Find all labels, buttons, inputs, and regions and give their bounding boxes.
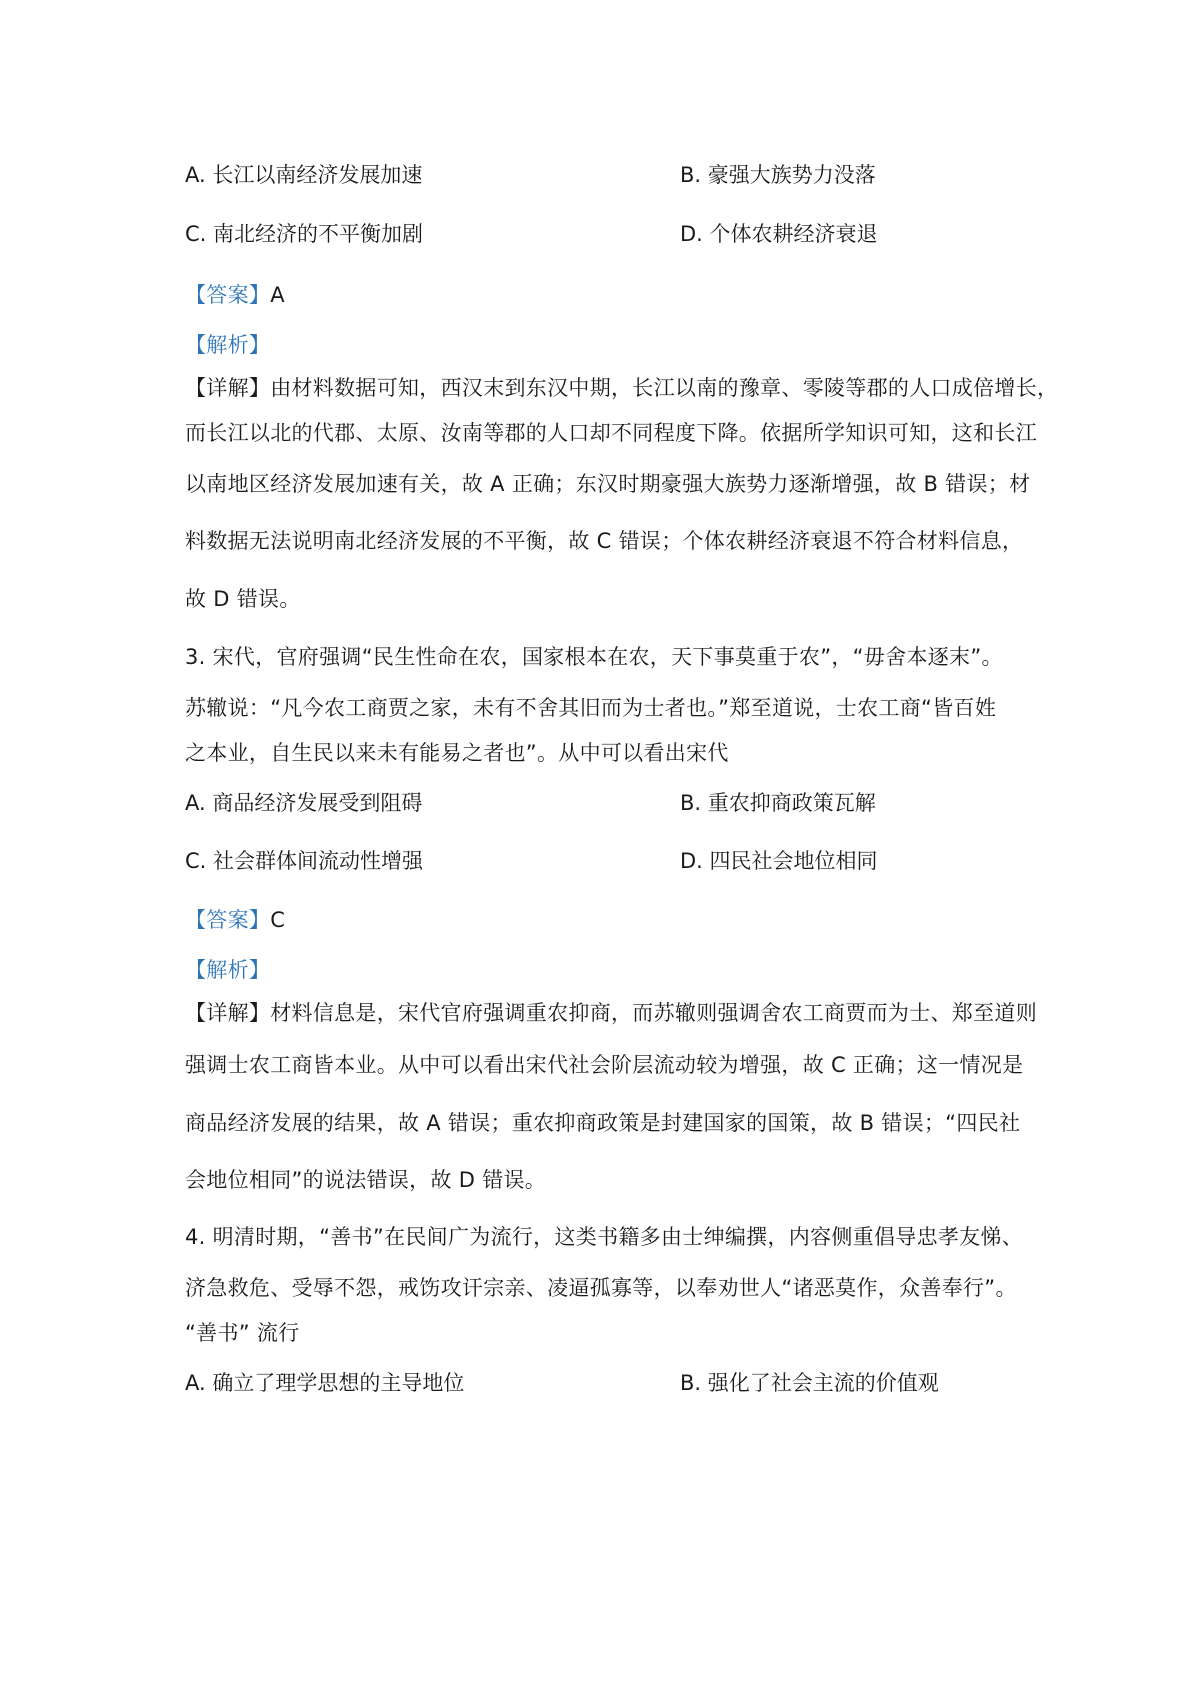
q3-detail-line-1: 【详解】材料信息是，宋代官府强调重农抑商，而苏辙则强调舍农工商贾而为士、郑至道则 bbox=[185, 1001, 1037, 1025]
detail-tag: 【详解】 bbox=[185, 376, 271, 400]
q2-answer bbox=[185, 280, 1025, 310]
q2-detail-line-2: 而长江以北的代郡、太原、汝南等郡的人口却不同程度下降。依据所学知识可知，这和长江 bbox=[185, 421, 1037, 445]
q3-detail-line-2: 强调士农工商皆本业。从中可以看出宋代社会阶层流动较为增强，故 C 正确；这一情况是 bbox=[185, 1053, 1024, 1077]
q3-detail-line-3: 商品经济发展的结果，故 A 错误；重农抑商政策是封建国家的国策，故 B 错误；“四民社 bbox=[185, 1111, 1021, 1135]
q2-option-d[interactable]: D. 个体农耕经济衰退 bbox=[680, 222, 878, 246]
q2-option-b[interactable]: B. 豪强大族势力没落 bbox=[680, 163, 876, 187]
q3-stem-line-2: 苏辙说：“凡今农工商贾之家，未有不舍其旧而为士者也。”郑至道说，士农工商“皆百姓 bbox=[185, 696, 997, 720]
q2-detail-line-3: 以南地区经济发展加速有关，故 A 正确；东汉时期豪强大族势力逐渐增强，故 B 错误；材 bbox=[185, 472, 1031, 496]
q2-option-a[interactable]: A. 长江以南经济发展加速 bbox=[185, 163, 423, 187]
q3-option-d[interactable]: D. 四民社会地位相同 bbox=[680, 849, 878, 873]
q4-stem-line-2: 济急救危、受辱不怨，戒饬攻讦宗亲、凌逼孤寡等，以奉劝世人“诸恶莫作，众善奉行”。 bbox=[185, 1276, 1017, 1300]
q3-option-b[interactable]: B. 重农抑商政策瓦解 bbox=[680, 791, 876, 815]
q4-option-a[interactable]: A. 确立了理学思想的主导地位 bbox=[185, 1371, 465, 1395]
q2-option-c[interactable]: C. 南北经济的不平衡加剧 bbox=[185, 222, 424, 246]
q4-stem-line-3: “善书” 流行 bbox=[185, 1321, 300, 1345]
q2-analysis-tag: 【解析】 bbox=[185, 333, 271, 357]
q3-option-a[interactable]: A. 商品经济发展受到阻碍 bbox=[185, 791, 423, 815]
answer-tag: 【答案】 bbox=[185, 283, 271, 307]
q3-option-c[interactable]: C. 社会群体间流动性增强 bbox=[185, 849, 424, 873]
q4-option-b[interactable]: B. 强化了社会主流的价值观 bbox=[680, 1371, 939, 1395]
q2-detail-line-1: 【详解】由材料数据可知，西汉末到东汉中期，长江以南的豫章、零陵等郡的人口成倍增长， bbox=[185, 373, 1025, 403]
answer-value: A bbox=[270, 283, 285, 307]
q3-analysis-tag: 【解析】 bbox=[185, 958, 271, 982]
q3-stem-line-1: 3. 宋代，官府强调“民生性命在农，国家根本在农，天下事莫重于农”，“毋舍本逐末”。 bbox=[185, 645, 1003, 669]
q3-detail-line-4: 会地位相同”的说法错误，故 D 错误。 bbox=[185, 1168, 547, 1192]
q2-detail-line-4: 料数据无法说明南北经济发展的不平衡，故 C 错误；个体农耕经济衰退不符合材料信息， bbox=[185, 529, 1024, 553]
q3-answer bbox=[185, 905, 1025, 935]
detail-tag: 【详解】 bbox=[185, 1001, 271, 1025]
q4-stem-line-1: 4. 明清时期，“善书”在民间广为流行，这类书籍多由士绅编撰，内容侧重倡导忠孝友悌、 bbox=[185, 1225, 1024, 1249]
q3-stem-line-3: 之本业，自生民以来未有能易之者也”。从中可以看出宋代 bbox=[185, 741, 729, 765]
answer-tag: 【答案】 bbox=[185, 908, 271, 932]
q2-detail-line-5: 故 D 错误。 bbox=[185, 587, 301, 611]
answer-value: C bbox=[270, 908, 286, 932]
